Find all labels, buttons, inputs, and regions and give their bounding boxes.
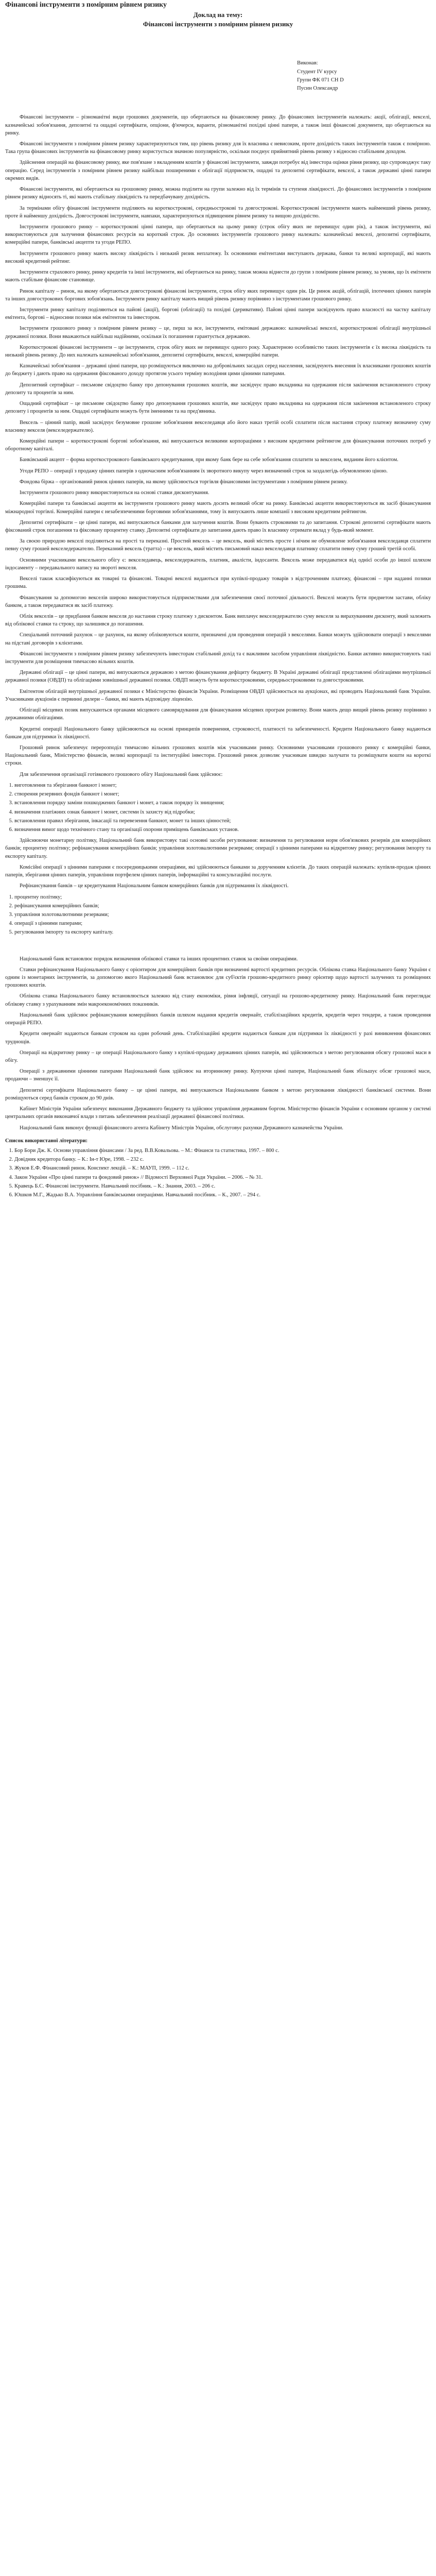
paragraph: Інструменти грошового ринку з помірним рівнем ризику – це, перш за все, інструменти, емітовані державою: казначейські векселі, короткострокові облігації внутрішньої державної позики. Вони вважаються найбільш надійними, оскільки їх погашення гарантується державою. xyxy=(5,326,431,340)
author-block xyxy=(5,59,359,93)
paragraph: Облігації місцевих позик випускаються органами місцевого самоврядування для фінансування місцевих програм розвитку. Вони мають дещо вищий рівень ризику порівняно з державними облігаціями. xyxy=(5,707,431,721)
paragraph: Національний банк встановлює порядок визначення облікової ставки та інших процентних ставок за своїми операціями. xyxy=(20,956,298,962)
paragraph: Банківський акцепт – форма короткострокового банківського кредитування, при якому банк бере на себе зобов'язання сплатити за векселем, виданим його клієнтом. xyxy=(20,457,398,463)
paragraph: Фінансові інструменти, які обертаються на грошовому ринку, можна поділити на групи залежно від їх термінів та ступеня ліквідності. До фінансових інструментів з помірним рівнем ризику відносять ті, які мають стабільну ліквідність та передбачувану дохідність. xyxy=(5,187,431,200)
paragraph: Ринок капіталу – ринок, на якому обертаються довгострокові фінансові інструменти, строк обігу яких перевищує один рік. Це ринок акцій, облігацій, іпотечних цінних паперів та інших довгострокових боргових зобов'язань. Інструменти ринку капіталу мають вищий рівень ризику порівняно з інструментами грошового ринку. xyxy=(5,288,431,302)
paragraph: Фінансові інструменти – різноманітні види грошових документів, що обертаються на фінансовому ринку. До фінансових інструментів належать: акції, облігації, векселі, казначейські зобов'язання, депозитні та ощадні сертифікати, опціони, ф'ючерси, варанти, різноманітні похідні цінні папери, а також інші фінансові документи, що обертаються на ринку. xyxy=(5,114,431,136)
paragraph: Інструменти грошового ринку використовуються на основі ставки дисконтування. xyxy=(20,490,210,496)
document-type: Доклад на тему: xyxy=(193,10,243,19)
instruments-list xyxy=(5,893,431,937)
list-item: 1. виготовлення та зберігання банкнот і монет; xyxy=(14,782,431,789)
body-text-2 xyxy=(5,837,431,890)
paragraph: Національний банк виконує функції фінансового агента Кабінету Міністрів України, обслуговує рахунки Державного казначейства України. xyxy=(20,1125,343,1131)
body-text-3 xyxy=(5,955,431,1132)
literature-item: 6. Юшков М.Г., Жадько В.А. Управління банківськими операціями. Навчальний посібник. – К., 2007. – 294 с. xyxy=(14,1191,431,1199)
paragraph: Для забезпечення організації готівкового грошового обігу Національний банк здійснює: xyxy=(20,771,223,777)
paragraph: Векселі також класифікуються як товарні та фінансові. Товарні векселі видаються при купівлі-продажу товарів з відстроченням платежу, фінансові – при наданні позики грошима. xyxy=(5,576,431,590)
paragraph: Основними учасниками вексельного обігу є: векселедавець, векселедержатель, платник, авалісти, індосанти. Вексель може передаватися від однієї особи до іншої шляхом індосаменту – передавального напису на звороті векселя. xyxy=(5,557,431,571)
paragraph: Ставки рефінансування Національного банку є орієнтиром для комерційних банків при визначенні вартості кредитних ресурсів. Облікова ставка Національного банку України є одним із монетарних інструментів, за допомогою якого Національний банк встановлює для суб'єктів грошово-кредитного ринку орієнтир щодо вартості залучених та розміщених грошових коштів. xyxy=(5,967,431,989)
paragraph: Емітентом облігацій внутрішньої державної позики є Міністерство фінансів України. Розміщення ОВДП здійснюється на аукціонах, які проводить Національний банк України. Учасниками аукціонів є первинні дилери – банки, які мають відповідну ліцензію. xyxy=(5,688,431,702)
paragraph: За термінами обігу фінансові інструменти поділяють на короткострокові, середньострокові та довгострокові. Короткострокові інструменти мають найменший рівень ризику, проте й найменшу дохідність. Довгострокові інструменти, навпаки, характеризуються підвищеним рівнем ризику та вищою дохідністю. xyxy=(5,205,431,219)
paragraph: Рефінансування банків – це кредитування Національним банком комерційних банків для підтримання їх ліквідності. xyxy=(20,883,289,889)
paragraph: Інструменти страхового ринку, ринку кредитів та інші інструменти, які обертаються на ринку, також можна віднести до групи з помірним рівнем ризику, за умови, що їх емітенти мають стабільне фінансове становище. xyxy=(5,269,431,283)
paragraph: Угоди РЕПО – операції з продажу цінних паперів з одночасним зобов'язанням їх зворотного викупу через визначений строк за заздалегідь обумовленою ціною. xyxy=(20,468,388,474)
list-item: 6. визначення вимог щодо технічного стану та організації охорони приміщень банківських установ. xyxy=(14,826,431,834)
paragraph: Національний банк здійснює рефінансування комерційних банків шляхом надання кредитів овернайт, стабілізаційних кредитів, кредитів через тендери, а також проведення операцій РЕПО. xyxy=(5,1012,431,1026)
literature-list xyxy=(5,1147,431,1199)
paragraph: Спеціальний поточний рахунок – це рахунок, на якому обліковуються кошти, призначені для проведення операцій з векселями. Банки можуть здійснювати операції з векселями на підставі договорів з клієнтами. xyxy=(5,632,431,646)
paragraph: Кредити овернайт надаються банкам строком на один робочий день. Стабілізаційні кредити надаються банкам для підтримки їх ліквідності у разі виникнення фінансових труднощів. xyxy=(5,1031,431,1045)
list-item: 2. рефінансування комерційних банків; xyxy=(14,902,431,910)
paragraph: Казначейські зобов'язання – державні цінні папери, що розміщуються виключно на добровільних засадах серед населення, засвідчують внесення їх власниками грошових коштів до бюджету і дають право на одержання фіксованого доходу протягом усього терміну володіння цими цінними паперами. xyxy=(5,363,431,377)
paragraph: Депозитні сертифікати – це цінні папери, які випускаються банками для залучення коштів. Вони бувають строковими та до запитання. Строкові депозитні сертифікати мають фіксований строк погашення та фіксовану процентну ставку. Депозитні сертифікати до запитання дають право їх власнику отримати вклад у будь-який момент. xyxy=(5,519,431,533)
paragraph: Кабінет Міністрів України забезпечує виконання Державного бюджету та здійснює управління державним боргом. Міністерство фінансів України є основним органом у системі центральних органів виконавчої влади з питань забезпечення реалізації державної фінансової політики. xyxy=(5,1106,431,1120)
list-item: 5. регулювання імпорту та експорту капіталу. xyxy=(14,928,431,936)
paragraph: Вексель – цінний папір, який засвідчує безумовне грошове зобов'язання векселедавця або його наказ третій особі сплатити після настання строку платежу визначену суму власнику векселя (векселедержателю). xyxy=(5,419,431,433)
paragraph: Державні облігації – це цінні папери, які випускаються державою з метою фінансування дефіциту бюджету. В Україні державні облігації представлені облігаціями внутрішньої державної позики (ОВДП) та облігаціями зовнішньої державної позики. ОВДП можуть бути короткостроковими, середньостроковими та довгостроковими. xyxy=(5,670,431,684)
document-title: Фінансові інструменти з помірним рівнем ризику xyxy=(5,1,167,9)
author-line-2: Групи ФК 071 СН D xyxy=(297,77,344,83)
body-text xyxy=(5,113,431,778)
literature-title: Список використаної літератури: xyxy=(5,1138,88,1144)
section-gap xyxy=(5,940,431,955)
paragraph: Ощадний сертифікат – це письмове свідоцтво банку про депонування грошових коштів, яке засвідчує право вкладника на одержання після закінчення встановленого строку депозиту і процентів за ним. Ощадні сертифікати можуть бути іменними та на пред'явника. xyxy=(5,401,431,415)
paragraph: Комерційні папери та банківські акцепти як інструменти грошового ринку мають досить великий обсяг на ринку. Банківські акцепти використовуються як засіб фінансування міжнародної торгівлі. Комерційні папери є незабезпеченими борговими зобов'язаннями, тому їх випускають лише компанії з високим кредитним рейтингом. xyxy=(5,501,431,515)
paragraph: Інструменти грошового ринку мають високу ліквідність і низький ризик неплатежу. Їх основними емітентами виступають держава, банки та великі корпорації, які мають високий кредитний рейтинг. xyxy=(5,250,431,264)
literature-item: 1. Бор Бори Дж. К. Основи управління фінансами / За ред. В.В.Ковальова. – М.: Фінанси та статистика, 1997. – 800 с. xyxy=(14,1147,431,1155)
literature-item: 5. Кравець Б.С. Фінансові інструменти. Навчальний посібник. – К.: Знання, 2003. – 206 с. xyxy=(14,1182,431,1190)
paragraph: Здійснюючи монетарну політику, Національний банк використовує такі основні засоби регулювання: визначення та регулювання норм обов'язкових резервів для комерційних банків; процентну політику; рефінансування комерційних банків; управління золотовалютними резервами; операції з цінними паперами на відкритому ринку; регулювання імпорту та експорту капіталу. xyxy=(5,838,431,859)
paragraph: Фінансові інструменти з помірним рівнем ризику забезпечують інвесторам стабільний дохід та є важливим засобом управління ліквідністю. Банки активно використовують такі інструменти для розміщення тимчасово вільних коштів. xyxy=(5,651,431,665)
paragraph: Облік векселів – це придбання банком векселя до настання строку платежу з дисконтом. Банк виплачує векселедержателю суму векселя за вирахуванням дисконту, який залежить від облікової ставки та строку, що залишився до погашення. xyxy=(5,613,431,628)
paragraph: Здійснення операцій на фінансовому ринку, яке пов'язане з вкладенням коштів у фінансові інструменти, завжди потребує від інвестора оцінки рівня ризику, що супроводжує таку операцію. Серед інструментів з помірним рівнем ризику найбільш поширеними є облігації підприємств, ощадні та депозитні сертифікати, векселі, а також державні цінні папери окремих видів. xyxy=(5,160,431,181)
paragraph: Операції на відкритому ринку – це операції Національного банку з купівлі-продажу державних цінних паперів, які здійснюються з метою регулювання обсягу грошової маси в обігу. xyxy=(5,1049,431,1064)
paragraph: Фінансові інструменти з помірним рівнем ризику характеризуються тим, що рівень ризику для їх власника є невисоким, проте дохідність таких інструментів також є помірною. Така група фінансових інструментів на фінансовому ринку користується значною популярністю, оскільки поєднує прийнятний рівень ризику з відносно стабільним доходом. xyxy=(5,141,431,155)
list-item: 3. управління золотовалютними резервами; xyxy=(14,911,431,919)
author-line-1: Студент IV курсу xyxy=(297,69,337,75)
paragraph: За своєю природою векселі поділяються на прості та переказні. Простий вексель – це вексель, який містить просте і нічим не обумовлене зобов'язання векселедавця сплатити певну суму грошей векселедержателю. Переказний вексель (тратта) – це вексель, який містить письмовий наказ векселедавця платнику сплатити певну суму грошей третій особі. xyxy=(5,538,431,552)
paragraph: Операції з державними цінними паперами Національний банк здійснює на вторинному ринку. Купуючи цінні папери, Національний банк збільшує обсяг грошової маси, продаючи – зменшує її. xyxy=(5,1069,431,1082)
list-item: 1. процентну політику; xyxy=(14,893,431,901)
paragraph: Фондова біржа – організований ринок цінних паперів, на якому здійснюється торгівля фінансовими інструментами з помірним рівнем ризику. xyxy=(20,479,348,485)
paragraph: Короткострокові фінансові інструменти – це інструменти, строк обігу яких не перевищує одного року. Характерною особливістю таких інструментів є їх висока ліквідність та низький рівень ризику. До них належать казначейські зобов'язання, депозитні сертифікати, векселі, комерційні папери. xyxy=(5,344,431,359)
paragraph: Грошовий ринок забезпечує перерозподіл тимчасово вільних грошових коштів між учасниками ринку. Основними учасниками грошового ринку є комерційні банки, Національний банк, Міністерство фінансів, великі корпорації та інституційні інвестори. Грошовий ринок дозволяє учасникам швидко залучати та розміщувати кошти на короткі строки. xyxy=(5,745,431,767)
paragraph: Облікова ставка Національного банку встановлюється залежно від стану економіки, рівня інфляції, ситуації на грошово-кредитному ринку. Національний банк переглядає облікову ставку з урахуванням змін макроекономічних показників. xyxy=(5,993,431,1007)
document-page xyxy=(0,0,436,1210)
paragraph: Депозитний сертифікат – письмове свідоцтво банку про депонування грошових коштів, яке засвідчує право вкладника на одержання після закінчення встановленого строку депозиту та процентів за ним. xyxy=(5,382,431,396)
paragraph: Інструменти грошового ринку – короткострокові цінні папери, що обертаються на цьому ринку (строк обігу яких не перевищує один рік), а також інструменти, які використовуються для залучення фінансових ресурсів на короткий строк. До основних інструментів грошового ринку належать: казначейські векселі, депозитні сертифікати, комерційні папери, банківські акцепти та угоди РЕПО. xyxy=(5,224,431,246)
paragraph: Комісійні операції з цінними паперами є посередницькими операціями, які здійснюються банками за дорученням клієнтів. До таких операцій належать: купівля-продаж цінних паперів, зберігання цінних паперів, управління портфелем цінних паперів, інформаційні та консультаційні послуги. xyxy=(5,864,431,878)
list-item: 4. операції з цінними паперами; xyxy=(14,920,431,927)
author-line-3: Пусин Олександр xyxy=(297,86,338,92)
list-item: 4. визначення платіжних ознак банкнот і монет, системи їх захисту від підробки; xyxy=(14,808,431,816)
literature-item: 4. Закон України «Про цінні папери та фондовий ринок» // Відомості Верховної Ради України. – 2006. – № 31. xyxy=(14,1174,431,1181)
author-label: Виконав: xyxy=(297,60,318,66)
list-item: 5. встановлення правил зберігання, інкасації та перевезення банкнот, монет та інших цінностей; xyxy=(14,817,431,825)
paragraph: Комерційні папери – короткострокові боргові зобов'язання, які випускаються великими корпораціями з високим кредитним рейтингом для фінансування поточних потреб у оборотному капіталі. xyxy=(5,438,431,452)
list-item: 3. встановлення порядку заміни пошкоджених банкнот і монет, а також порядку їх знищення; xyxy=(14,799,431,807)
paragraph: Кредитні операції Національного банку здійснюються на основі принципів повернення, строковості, платності та забезпеченості. Кредити Національного банку надаються банкам для підтримки їх ліквідності. xyxy=(5,726,431,740)
paragraph: Фінансування за допомогою векселів широко використовується підприємствами для забезпечення своєї поточної діяльності. Векселі можуть бути предметом застави, обліку банком, а також передаватися як засіб платежу. xyxy=(5,595,431,608)
document-topic: Фінансові інструменти з помірним рівнем ризику xyxy=(143,20,293,28)
functions-list xyxy=(5,782,431,834)
list-item: 2. створення резервних фондів банкнот і монет; xyxy=(14,790,431,798)
literature-item: 3. Жуков Е.Ф. Фінансовий ринок. Конспект лекцій. – К.: МАУП, 1999. – 112 с. xyxy=(14,1164,431,1172)
literature-item: 2. Довідник кредитора банку. – К.: Ін-т Юре, 1998. – 232 с. xyxy=(14,1156,431,1163)
paragraph: Депозитні сертифікати Національного банку – це цінні папери, які випускаються Національним банком з метою регулювання ліквідності банківської системи. Вони розміщуються серед банків строком до 90 днів. xyxy=(5,1087,431,1101)
paragraph: Інструменти ринку капіталу поділяються на пайові (акції), боргові (облігації) та похідні (деривативи). Пайові цінні папери засвідчують право власності на частку капіталу емітента, боргові – відносини позики між емітентом та інвестором. xyxy=(5,307,431,321)
